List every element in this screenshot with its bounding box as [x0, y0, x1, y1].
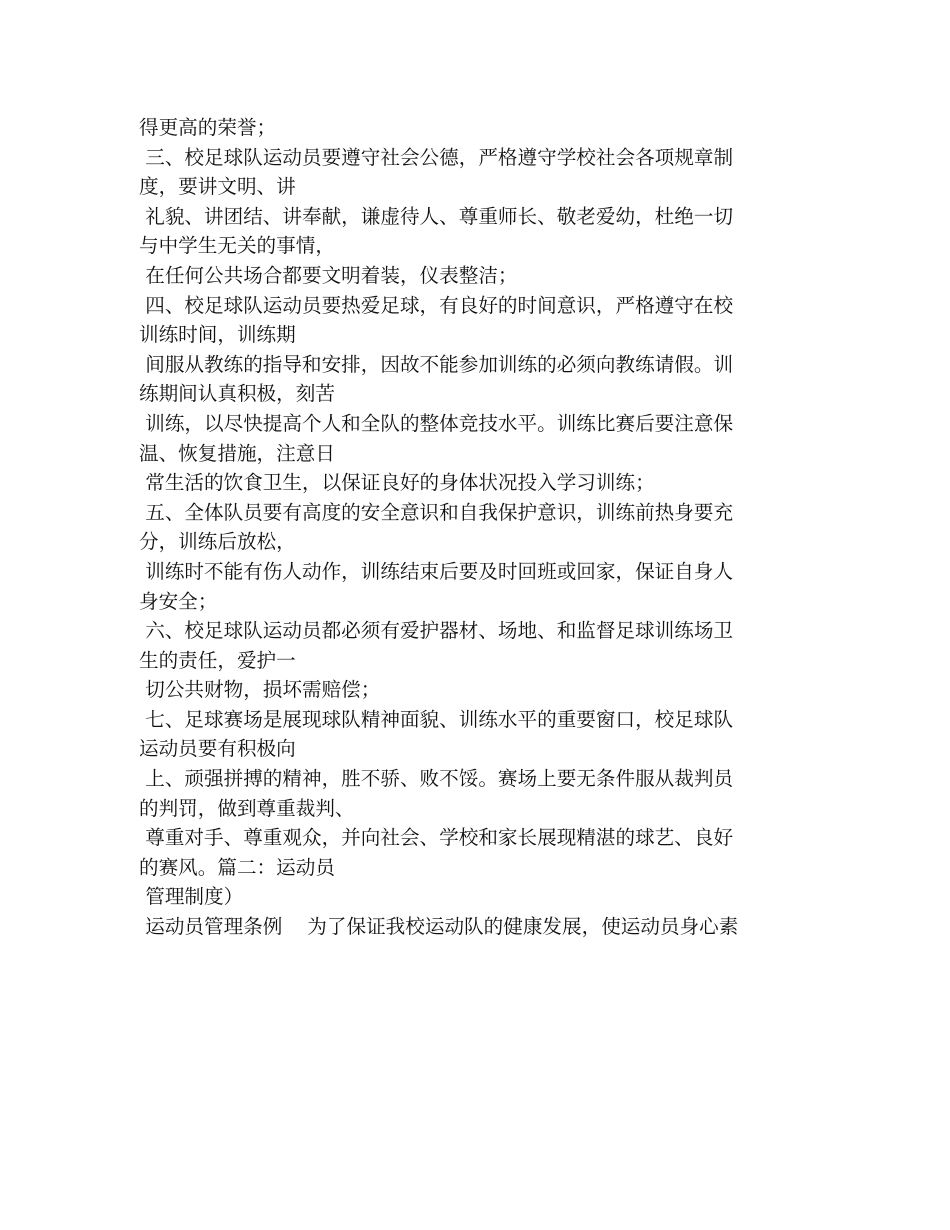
text-line: 在任何公共场合都要文明着装，仪表整洁；	[139, 263, 518, 287]
text-line: 管理制度）	[139, 885, 244, 909]
text-line: 上、顽强拼搏的精神，胜不骄、败不馁。赛场上要无条件服从裁判员	[139, 767, 734, 791]
text-line: 三、校足球队运动员要遵守社会公德，严格遵守学校社会各项规章制	[139, 145, 734, 169]
text-line: 五、全体队员要有高度的安全意识和自我保护意识，训练前热身要充	[139, 500, 734, 524]
text-line: 与中学生无关的事情，	[139, 234, 335, 258]
text-line: 得更高的荣誉；	[139, 116, 277, 139]
text-line: 练期间认真积极，刻苦	[139, 382, 335, 406]
text-line: 的赛风。篇二：运动员	[139, 855, 335, 879]
text-line: 运动员要有积极向	[139, 737, 296, 761]
text-line: 身安全；	[139, 589, 218, 613]
text-line: 尊重对手、尊重观众，并向社会、学校和家长展现精湛的球艺、良好	[139, 826, 734, 850]
text-line: 的判罚，做到尊重裁判、	[139, 796, 355, 820]
text-line: 训练时不能有伤人动作，训练结束后要及时回班或回家，保证自身人	[139, 559, 734, 583]
text-line: 间服从教练的指导和安排，因故不能参加训练的必须向教练请假。训	[139, 352, 734, 376]
text-line: 分，训练后放松，	[139, 530, 296, 554]
text-line: 七、足球赛场是展现球队精神面貌、训练水平的重要窗口，校足球队	[139, 707, 734, 731]
text-line: 切公共财物，损坏需赔偿；	[139, 678, 381, 702]
document-body	[139, 113, 819, 942]
text-line: 温、恢复措施，注意日	[139, 441, 335, 465]
text-line: 生的责任，爱护一	[139, 648, 296, 672]
text-line: 训练时间，训练期	[139, 323, 296, 347]
text-line: 六、校足球队运动员都必须有爱护器材、场地、和监督足球训练场卫	[139, 619, 734, 643]
text-line: 四、校足球队运动员要热爱足球，有良好的时间意识，严格遵守在校	[139, 293, 734, 317]
text-line: 礼貌、讲团结、讲奉献，谦虚待人、尊重师长、敬老爱幼，杜绝一切	[139, 204, 734, 228]
text-line: 常生活的饮食卫生，以保证良好的身体状况投入学习训练；	[139, 471, 655, 495]
text-line: 度，要讲文明、讲	[139, 175, 296, 199]
text-line: 运动员管理条例 为了保证我校运动队的健康发展，使运动员身心素	[139, 915, 739, 939]
text-line: 训练，以尽快提高个人和全队的整体竞技水平。训练比赛后要注意保	[139, 411, 734, 435]
